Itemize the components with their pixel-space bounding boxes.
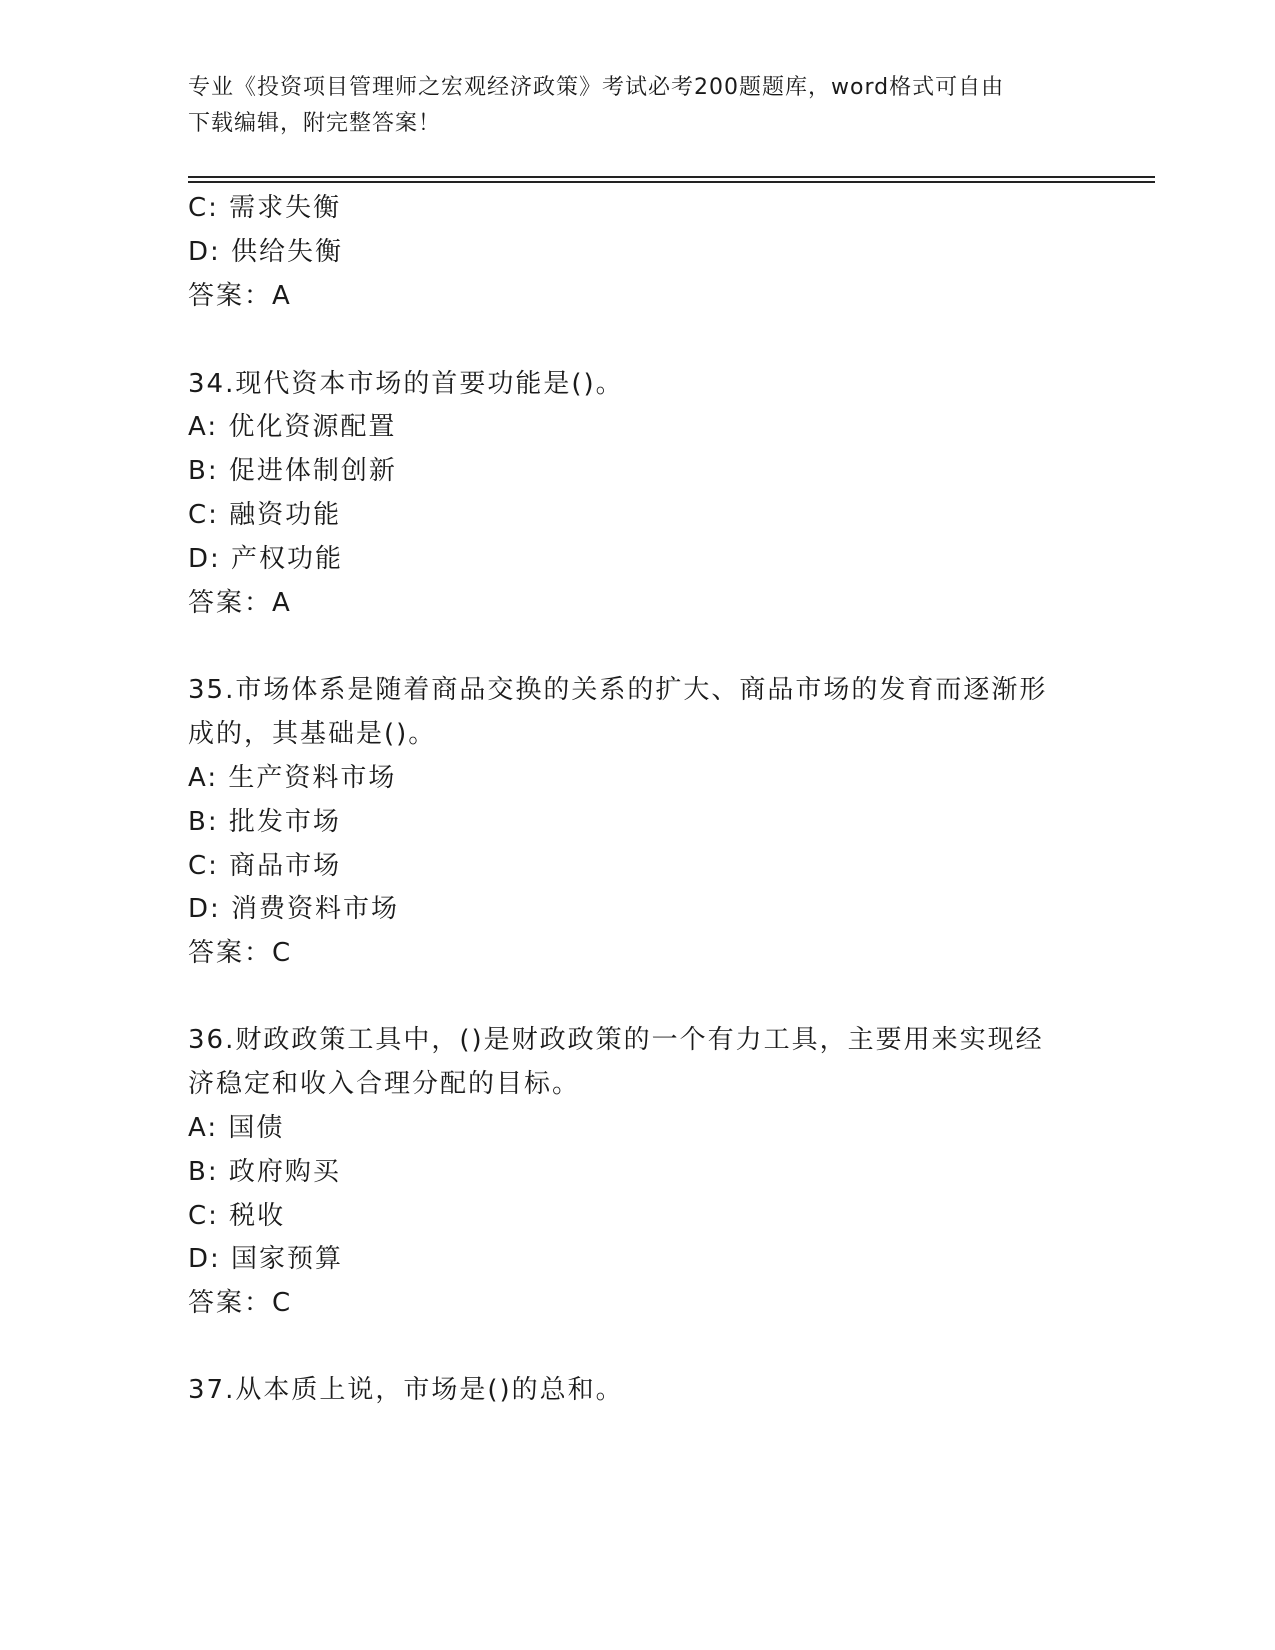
q34-answer: 答案：A: [188, 588, 292, 618]
q35-option-a: A: 生产资料市场: [188, 763, 397, 793]
q36-stem-line-2: 济稳定和收入合理分配的目标。: [188, 1069, 581, 1099]
header-line-2: 下载编辑，附完整答案！: [188, 111, 442, 136]
q35-answer: 答案：C: [188, 938, 293, 968]
q35-option-c: C: 商品市场: [188, 851, 342, 881]
header-line-1: 专业《投资项目管理师之宏观经济政策》考试必考200题题库，word格式可自由: [188, 75, 1005, 100]
q33-answer: 答案：A: [188, 281, 292, 311]
q36-option-b: B: 政府购买: [188, 1157, 341, 1187]
q36-option-d: D: 国家预算: [188, 1244, 344, 1274]
q33-option-d: D: 供给失衡: [188, 237, 344, 267]
q34-option-c: C: 融资功能: [188, 500, 342, 530]
document-header: [188, 70, 1088, 142]
q34-option-b: B: 促进体制创新: [188, 456, 397, 486]
q35-option-d: D: 消费资料市场: [188, 894, 400, 924]
header-divider-top: [188, 176, 1155, 178]
q35-stem-line-2: 成的，其基础是()。: [188, 719, 437, 749]
q36-stem-line-1: 36.财政政策工具中，()是财政政策的一个有力工具，主要用来实现经: [188, 1025, 1044, 1055]
q34-stem: 34.现代资本市场的首要功能是()。: [188, 369, 624, 399]
q33-option-c: C: 需求失衡: [188, 193, 342, 223]
q35-stem-line-1: 35.市场体系是随着商品交换的关系的扩大、商品市场的发育而逐渐形: [188, 675, 1048, 705]
q36-option-a: A: 国债: [188, 1113, 285, 1143]
q36-answer: 答案：C: [188, 1288, 293, 1318]
header-divider-bottom: [188, 181, 1155, 183]
q35-option-b: B: 批发市场: [188, 807, 341, 837]
q37-stem: 37.从本质上说，市场是()的总和。: [188, 1375, 624, 1405]
q34-option-d: D: 产权功能: [188, 544, 344, 574]
q34-option-a: A: 优化资源配置: [188, 412, 397, 442]
q36-option-c: C: 税收: [188, 1201, 286, 1231]
